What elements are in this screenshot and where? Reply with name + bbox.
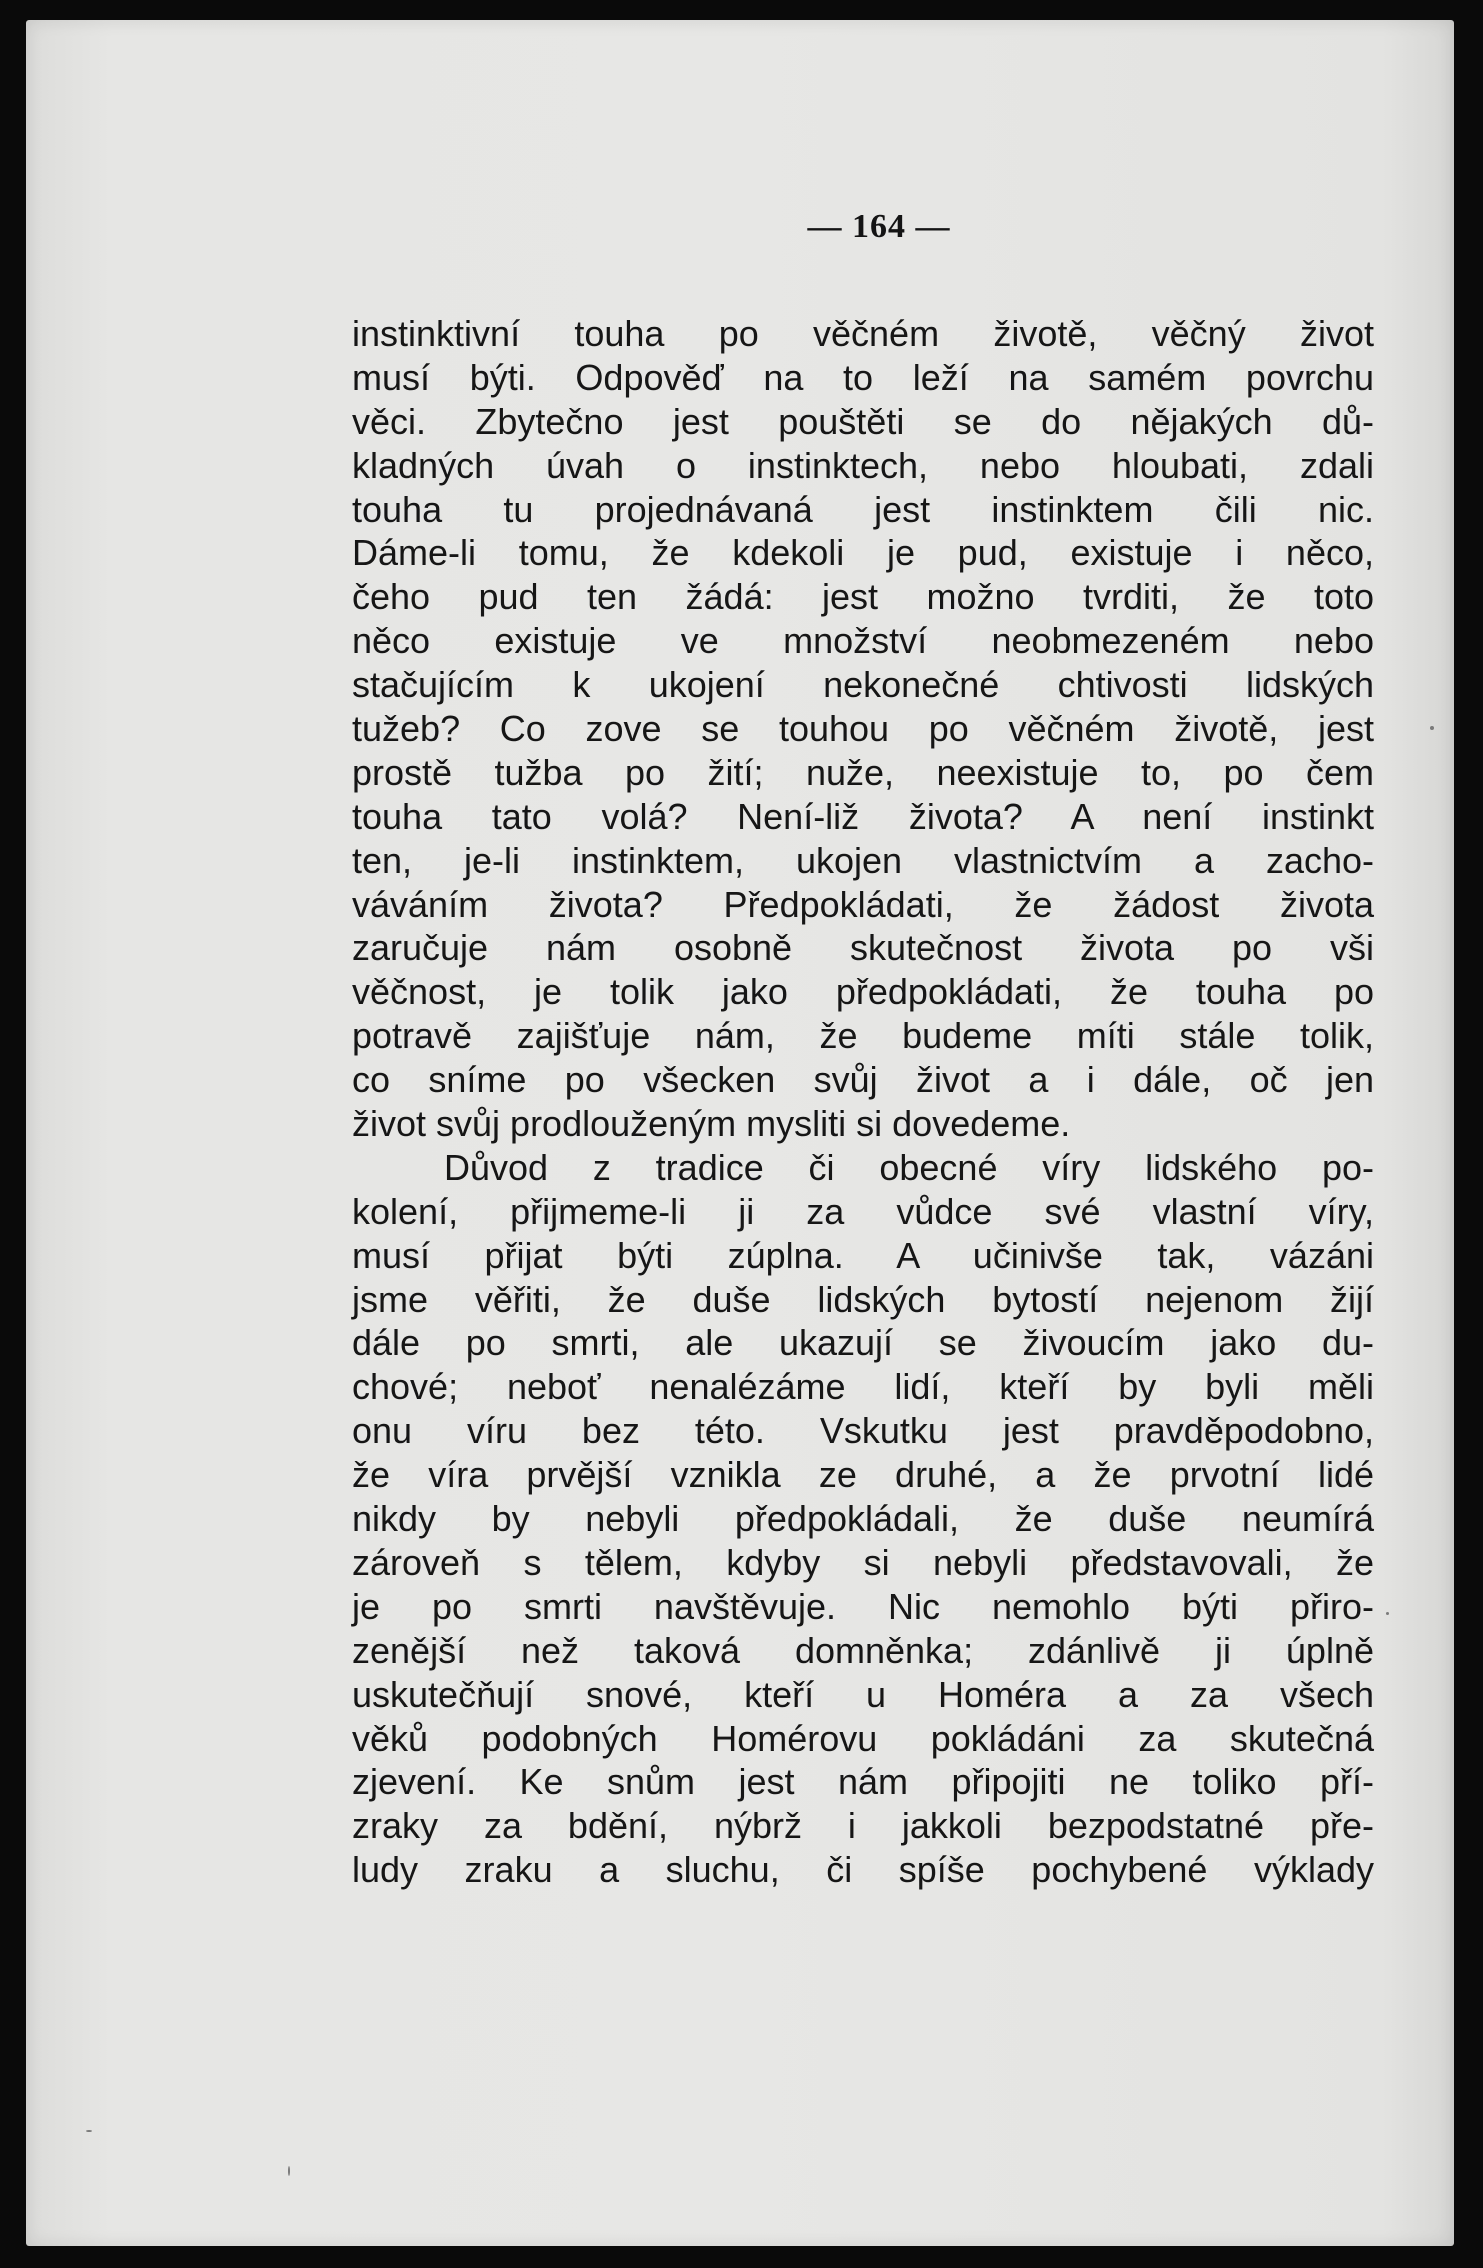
text-line: dále po smrti, ale ukazují se živoucím jako du- — [352, 1322, 1374, 1364]
text-line: že víra prvější vznikla ze druhé, a že prvotní lidé — [352, 1454, 1374, 1496]
text-line: uskutečňují snové, kteří u Homéra a za všech — [352, 1673, 1374, 1715]
text-line: ten, je-li instinktem, ukojen vlastnictvím a zacho- — [352, 839, 1374, 881]
text-line: život svůj prodlouženým mysliti si dovedeme. — [352, 1103, 1071, 1145]
text-line: Důvod z tradice či obecné víry lidského po- — [444, 1146, 1374, 1188]
text-line: stačujícím k ukojení nekonečné chtivosti lidských — [352, 664, 1374, 706]
text-line: potravě zajišťuje nám, že budeme míti stále tolik, — [352, 1015, 1374, 1057]
text-line: musí přijat býti zúplna. A učinivše tak, vázáni — [352, 1234, 1374, 1276]
text-line: je po smrti navštěvuje. Nic nemohlo býti přiro- — [352, 1585, 1374, 1627]
text-line: kladných úvah o instinktech, nebo hloubati, zdali — [352, 444, 1374, 486]
text-line: zjevení. Ke snům jest nám připojiti ne toliko pří- — [352, 1761, 1374, 1803]
text-line: věčnost, je tolik jako předpokládati, že touha po — [352, 971, 1374, 1013]
text-line: instinktivní touha po věčném životě, věčný život — [352, 313, 1374, 354]
text-line: ludy zraku a sluchu, či spíše pochybené výklady — [352, 1849, 1374, 1891]
text-line: kolení, přijmeme-li ji za vůdce své vlastní víry, — [352, 1190, 1374, 1232]
text-line: váváním života? Předpokládati, že žádost života — [352, 883, 1374, 925]
paper-speck — [86, 2130, 92, 2132]
text-line: zaručuje nám osobně skutečnost života po vši — [352, 927, 1374, 969]
text-line: tužeb? Co zove se touhou po věčném životě, jest — [352, 708, 1374, 750]
text-line: prostě tužba po žití; nuže, neexistuje to, po čem — [352, 751, 1374, 793]
text-line: musí býti. Odpověď na to leží na samém povrchu — [352, 356, 1374, 398]
paper-speck — [1430, 726, 1434, 730]
page-sheet — [26, 20, 1454, 2246]
text-line: čeho pud ten žádá: jest možno tvrditi, že toto — [352, 576, 1374, 618]
body-text — [352, 312, 1374, 1892]
text-line: Dáme-li tomu, že kdekoli je pud, existuje i něco, — [352, 532, 1374, 574]
text-line: zároveň s tělem, kdyby si nebyli představovali, že — [352, 1541, 1374, 1583]
text-line: onu víru bez této. Vskutku jest pravděpodobno, — [352, 1410, 1374, 1452]
text-line: chové; neboť nenalézáme lidí, kteří by byli měli — [352, 1366, 1374, 1408]
text-line: touha tato volá? Není-liž života? A není instinkt — [352, 795, 1374, 837]
text-line: zenější než taková domněnka; zdánlivě ji úplně — [352, 1629, 1374, 1671]
paper-speck — [1386, 1612, 1389, 1615]
text-line: něco existuje ve množství neobmezeném nebo — [352, 620, 1374, 662]
text-line: co sníme po všecken svůj život a i dále, oč jen — [352, 1059, 1374, 1101]
paper-speck — [288, 2166, 290, 2176]
text-line: věci. Zbytečno jest pouštěti se do nějakých dů- — [352, 400, 1374, 442]
text-line: jsme věřiti, že duše lidských bytostí nejenom žijí — [352, 1278, 1374, 1320]
text-line: touha tu projednávaná jest instinktem čili nic. — [352, 488, 1374, 530]
text-line: zraky za bdění, nýbrž i jakkoli bezpodstatné pře- — [352, 1805, 1374, 1847]
page-number: — 164 — — [807, 208, 951, 245]
text-line: nikdy by nebyli předpokládali, že duše neumírá — [352, 1498, 1374, 1540]
text-line: věků podobných Homérovu pokládáni za skutečná — [352, 1717, 1374, 1759]
